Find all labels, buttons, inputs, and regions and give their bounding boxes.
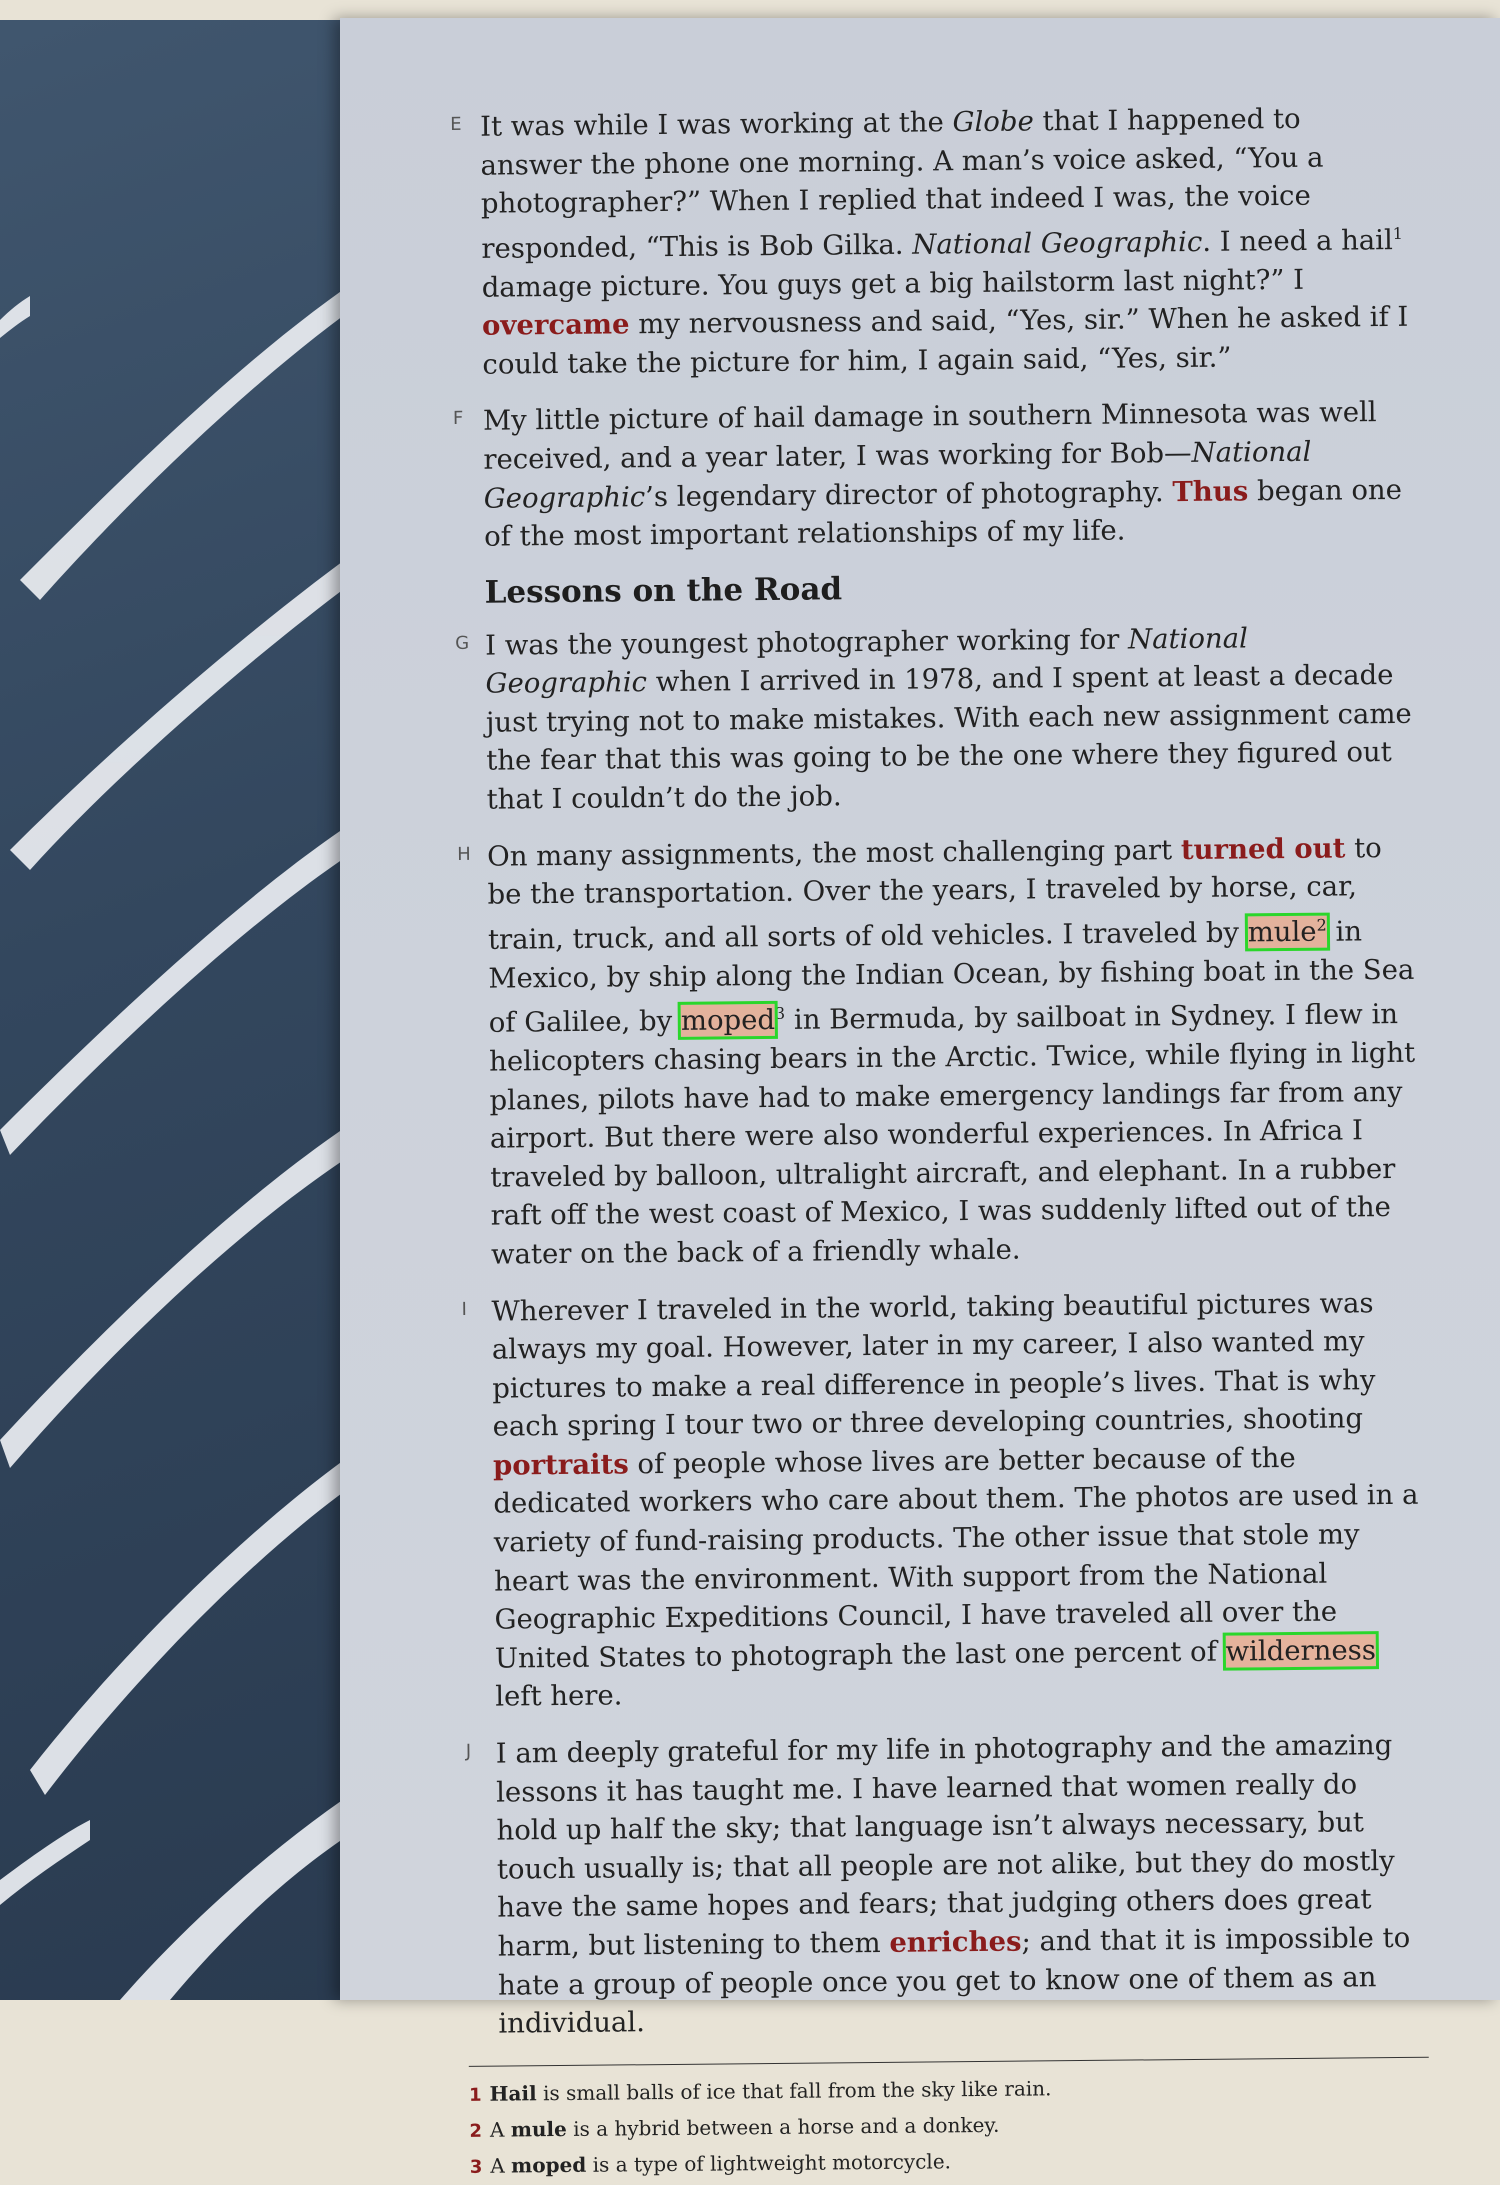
highlighted-word-wilderness[interactable]: wilderness [1225,1634,1376,1667]
cover-photo-strip [0,20,372,2000]
footnote-ref: 2 [1316,915,1326,934]
footnote-term: mule [511,2117,567,2142]
footnote-number: 3 [470,2157,483,2178]
text-run: left here. [495,1680,622,1713]
paragraph-text [483,393,1414,556]
paragraph-text [485,617,1417,819]
paragraph-text [480,99,1413,384]
text-run: ; and that it is impossible to hate a group of people once you get to know one of them as an individual. [498,1922,1411,2040]
text-run: that I happened to answer the phone one morning. A man’s voice asked, “You a photographer?” When I replied that indeed I was, the voice responded, “This is Bob Gilka. [480,103,1323,265]
paragraph-letter: G [455,633,469,654]
highlighted-text: mule [1248,916,1317,949]
paragraph-letter: H [457,843,471,864]
paragraph-letter: J [466,1741,472,1762]
vocab-word: portraits [493,1448,629,1481]
highlighted-word-moped[interactable] [681,1004,775,1037]
footnote-number: 1 [469,2085,482,2106]
text-run: It was while I was working at the [480,106,953,143]
footnote-term: moped [511,2153,586,2178]
footnote-ref: 3 [775,1004,785,1023]
paragraph-j [466,1726,1429,2044]
publication-title: National Geographic [484,436,1312,515]
vocab-word: enriches [889,1926,1021,1959]
text-run: of people whose lives are better because of the dedicated workers who care about them. The photos are used in a variety of fund-raising products. The other issue that stole my heart was the environment. With support from the National Geographic Expeditions Council, I have traveled all over the United States to photograph the last one percent of [493,1442,1418,1675]
paragraph-g [455,617,1417,819]
paragraph-letter: E [450,114,462,135]
paragraph-i [461,1283,1425,1717]
highlighted-text: moped [681,1004,775,1037]
textbook-page [340,18,1500,2000]
footnote-definition: is a hybrid between a horse and a donkey. [567,2113,1000,2141]
text-run: My little picture of hail damage in southern Minnesota was well received, and a year later, I was working for Bob— [483,396,1377,475]
text-run: ’s legendary director of photography. [645,476,1172,513]
text-run: A [490,2153,511,2177]
feather-pattern [0,20,372,2000]
footnote-number: 2 [469,2121,482,2142]
section-heading: Lessons on the Road [454,565,1414,610]
text-run: in Bermuda, by sailboat in Sydney. I flew in helicopters chasing bears in the Arctic. Twice, while flying in light planes, pilots have had to make emergency landings far from any airport. But there were also wonderful experiences. In Africa I traveled by balloon, ultralight aircraft, and elephant. In a rubber raft off the west coast of Mexico, I was suddenly lifted out of the water on the back of a friendly whale. [489,998,1415,1270]
footnotes [469,2067,1430,2184]
text-run: . I need a hail [1202,224,1393,258]
text-run: Wherever I traveled in the world, taking beautiful pictures was always my goal. However, later in my career, I also wanted my pictures to make a real difference in people’s lives. That is why each spring I tour two or three developing countries, shooting [491,1287,1375,1443]
text-run: when I arrived in 1978, and I spent at least a decade just trying not to make mistakes. With each new assignment came the fear that this was going to be the one where they figured out that I couldn’t do the job. [486,659,1412,815]
publication-title: National Geographic [912,226,1202,261]
paragraph-text [496,1726,1429,2044]
publication-title: Globe [952,105,1034,138]
footnote-definition: is small balls of ice that fall from the sky like rain. [537,2076,1052,2105]
text-run: On many assignments, the most challenging part [487,834,1181,873]
text-run: to be the transportation. Over the years, I traveled by horse, car, train, truck, and all sorts of old vehicles. I traveled by [487,832,1381,956]
vocab-word: turned out [1181,832,1346,866]
text-run: damage picture. You guys get a big hailstorm last night?” I [482,263,1305,303]
text-run: I was the youngest photographer working for [485,623,1128,661]
paragraph-e [450,99,1413,385]
paragraph-text [491,1283,1425,1716]
footnote-term: Hail [489,2081,536,2105]
highlighted-word-mule[interactable] [1248,916,1327,949]
paragraph-letter: I [461,1298,467,1319]
paragraph-f [453,393,1414,557]
footnote-ref: 1 [1393,224,1403,243]
article-body [450,99,1430,2185]
text-run: in Mexico, by ship along the Indian Ocean, by fishing boat in the Sea of Galilee, by [488,915,1414,1039]
vocab-word: Thus [1172,475,1248,508]
footnote-definition: is a type of lightweight motorcycle. [586,2149,951,2176]
footnote-divider [469,2056,1429,2066]
text-run: my nervousness and said, “Yes, sir.” When he asked if I could take the picture for him, I again said, “Yes, sir.” [482,301,1408,380]
text-run: A [490,2117,511,2141]
text-run: I am deeply grateful for my life in photography and the amazing lessons it has taught me. I have learned that women really do hold up half the sky; that language isn’t always necessary, but touch usually is; that all people are not alike, but they do mostly have the same hopes and fears; that judging others does great harm, but listening to them [496,1729,1395,1963]
paragraph-h [457,828,1421,1274]
publication-title: National Geographic [485,622,1248,700]
vocab-word: overcame [482,308,630,341]
paragraph-letter: F [453,408,464,429]
paragraph-text [487,828,1421,1274]
text-run: began one of the most important relationships of my life. [484,473,1402,552]
